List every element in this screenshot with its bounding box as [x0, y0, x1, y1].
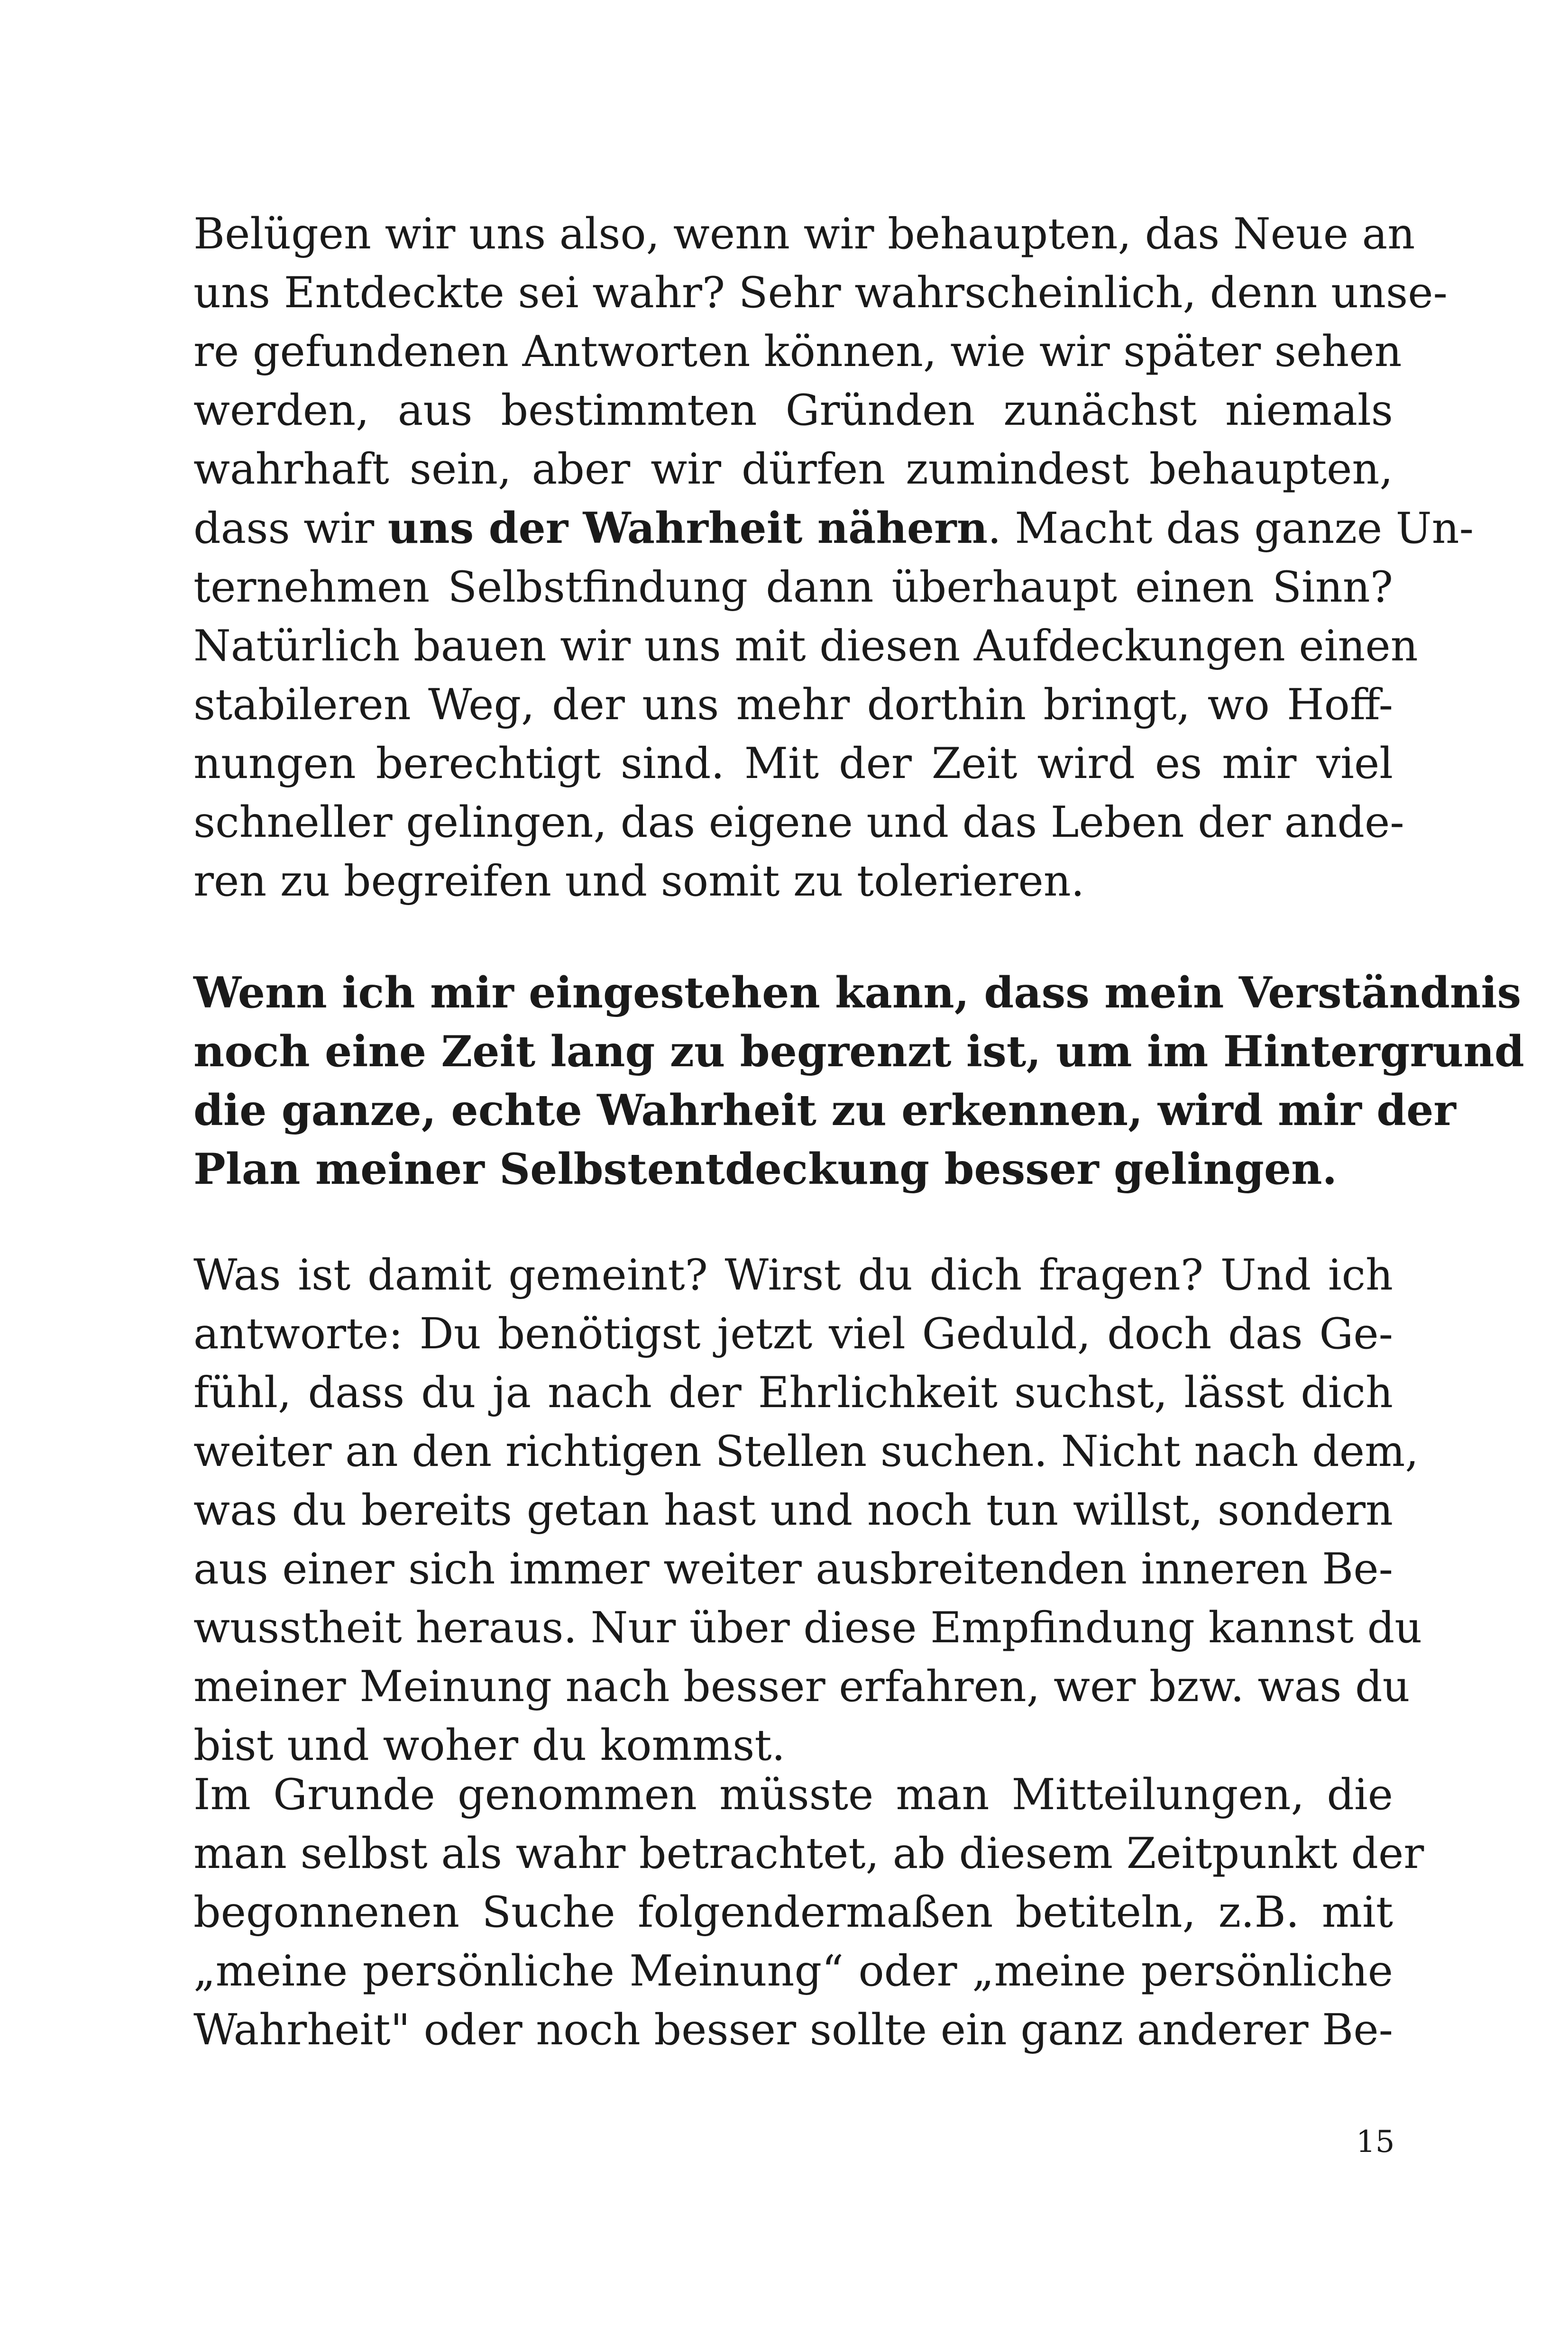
text-line: die ganze, echte Wahrheit zu erkennen, wird mir der — [193, 1085, 1456, 1135]
text-line: re gefundenen Antworten können, wie wir später sehen — [193, 327, 1402, 376]
emphasis-text: uns der Wahrheit nähern — [387, 503, 988, 553]
text-line: stabileren Weg, der uns mehr dorthin bringt, wo Hoff- — [193, 680, 1393, 730]
text-fragment: dass wir — [193, 503, 388, 553]
text-line: man selbst als wahr betrachtet, ab diesem Zeitpunkt der — [193, 1829, 1424, 1878]
paragraph-1 — [193, 205, 1474, 911]
paragraph-4 — [193, 1766, 1424, 2059]
paragraph-3 — [193, 1246, 1422, 1775]
text-line: uns Entdeckte sei wahr? Sehr wahrscheinlich, denn unse- — [193, 268, 1448, 318]
text-line: schneller gelingen, das eigene und das Leben der ande- — [193, 797, 1404, 847]
text-fragment: . Macht das ganze Un- — [988, 503, 1474, 553]
text-line: nungen berechtigt sind. Mit der Zeit wird es mir viel — [193, 739, 1393, 788]
text-line: Was ist damit gemeint? Wirst du dich fragen? Und ich — [193, 1250, 1393, 1300]
text-line: ren zu begreifen und somit zu tolerieren. — [193, 856, 1085, 906]
text-line: „meine persönliche Meinung“ oder „meine persönliche — [193, 1946, 1393, 1996]
text-line: werden, aus bestimmten Gründen zunächst niemals — [193, 385, 1393, 435]
text-line: begonnenen Suche folgendermaßen betiteln, z.B. mit — [193, 1887, 1393, 1937]
text-line: Wenn ich mir eingestehen kann, dass mein Verständnis — [193, 968, 1522, 1018]
text-line: weiter an den richtigen Stellen suchen. Nicht nach dem, — [193, 1427, 1419, 1476]
text-line: ternehmen Selbstfindung dann überhaupt einen Sinn? — [193, 562, 1393, 612]
text-line: wusstheit heraus. Nur über diese Empfindung kannst du — [193, 1603, 1422, 1653]
bold-paragraph — [193, 963, 1524, 1199]
text-line: Im Grunde genommen müsste man Mitteilungen, die — [193, 1770, 1393, 1820]
text-line: Wahrheit" oder noch besser sollte ein ganz anderer Be- — [193, 2005, 1393, 2055]
text-line: meiner Meinung nach besser erfahren, wer bzw. was du — [193, 1662, 1410, 1711]
text-line: bist und woher du kommst. — [193, 1721, 786, 1770]
page-number: 15 — [1356, 2124, 1395, 2160]
text-line: was du bereits getan hast und noch tun willst, sondern — [193, 1485, 1393, 1535]
text-line: antworte: Du benötigst jetzt viel Geduld, doch das Ge- — [193, 1309, 1393, 1359]
text-line: Belügen wir uns also, wenn wir behaupten, das Neue an — [193, 209, 1415, 259]
text-line: wahrhaft sein, aber wir dürfen zumindest behaupten, — [193, 444, 1393, 494]
text-line: Natürlich bauen wir uns mit diesen Aufdeckungen einen — [193, 621, 1418, 671]
text-line: noch eine Zeit lang zu begrenzt ist, um im Hintergrund — [193, 1026, 1524, 1077]
text-line: Plan meiner Selbstentdeckung besser gelingen. — [193, 1144, 1337, 1194]
text-line: fühl, dass du ja nach der Ehrlichkeit suchst, lässt dich — [193, 1368, 1393, 1418]
text-line: aus einer sich immer weiter ausbreitenden inneren Be- — [193, 1544, 1393, 1594]
text-line — [193, 499, 1474, 558]
